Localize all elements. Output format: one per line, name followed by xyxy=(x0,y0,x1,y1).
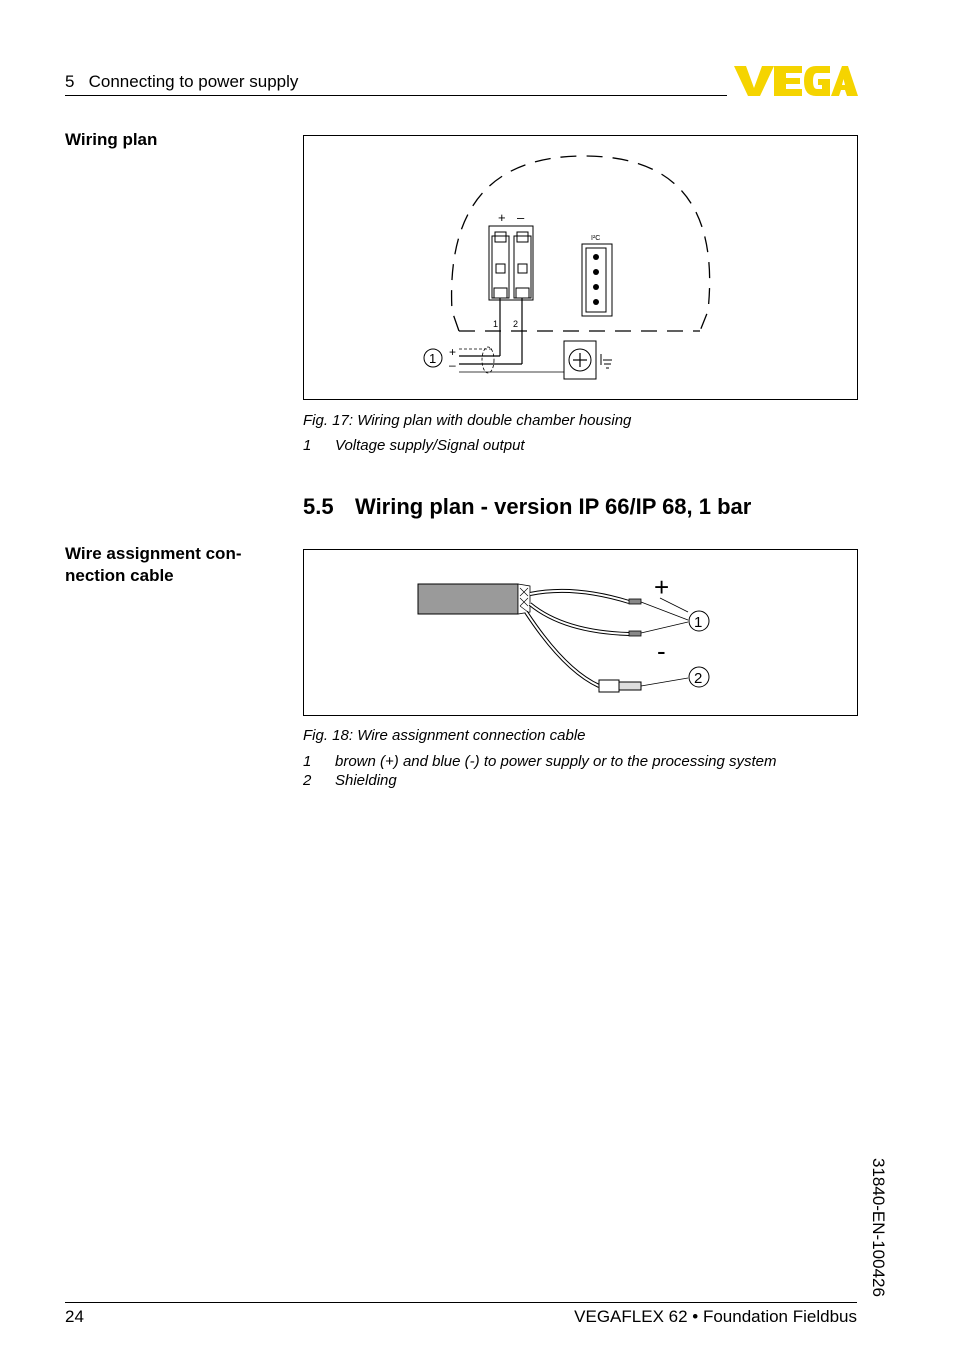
wire-assignment-figure xyxy=(303,549,858,716)
legend-number: 1 xyxy=(303,753,312,770)
legend-text: brown (+) and blue (-) to power supply or to the processing system xyxy=(335,753,777,770)
figure-18-caption: Fig. 18: Wire assignment connection cable xyxy=(303,727,586,744)
wire-plus-label: + xyxy=(449,345,457,359)
wire-assignment-diagram xyxy=(304,550,857,715)
header-rule xyxy=(65,95,727,96)
wiring-plan-label: Wiring plan xyxy=(65,130,158,149)
figure-18-legend-item xyxy=(303,753,776,770)
running-header: 5 Connecting to power supply xyxy=(65,72,299,91)
callout-2: 2 xyxy=(694,670,703,687)
wire-minus-label: – xyxy=(449,358,456,372)
document-number: 31840-EN-100426 xyxy=(869,1158,888,1297)
section-heading xyxy=(303,494,751,520)
terminal-plus-label: + xyxy=(498,210,506,225)
footer-rule xyxy=(65,1302,857,1303)
wiring-plan-figure xyxy=(303,135,858,400)
terminal-2-label: 2 xyxy=(513,319,519,329)
vega-logo xyxy=(734,64,858,103)
legend-number: 1 xyxy=(303,437,312,454)
figure-17-legend-item xyxy=(303,437,525,454)
plus-sign: + xyxy=(654,572,670,602)
i2c-label: I²C xyxy=(591,235,601,242)
product-name: VEGAFLEX 62 • Foundation Fieldbus xyxy=(574,1307,857,1326)
callout-1: 1 xyxy=(429,351,437,366)
callout-1: 1 xyxy=(694,614,703,631)
figure-18-legend-item xyxy=(303,772,397,789)
section-title: Wiring plan - version IP 66/IP 68, 1 bar xyxy=(355,494,752,519)
minus-sign: - xyxy=(657,636,666,666)
figure-17-caption: Fig. 17: Wiring plan with double chamber housing xyxy=(303,412,632,429)
legend-text: Voltage supply/Signal output xyxy=(335,437,525,454)
terminal-1-label: 1 xyxy=(493,319,499,329)
terminal-minus-label: – xyxy=(517,210,525,225)
legend-text: Shielding xyxy=(335,772,397,789)
wire-assignment-label: Wire assignment con-nection cable xyxy=(65,544,242,585)
page-number: 24 xyxy=(65,1307,84,1326)
legend-number: 2 xyxy=(303,772,312,789)
wiring-plan-diagram xyxy=(304,136,857,399)
vega-logo-icon xyxy=(734,64,858,98)
section-number: 5.5 xyxy=(303,494,334,519)
